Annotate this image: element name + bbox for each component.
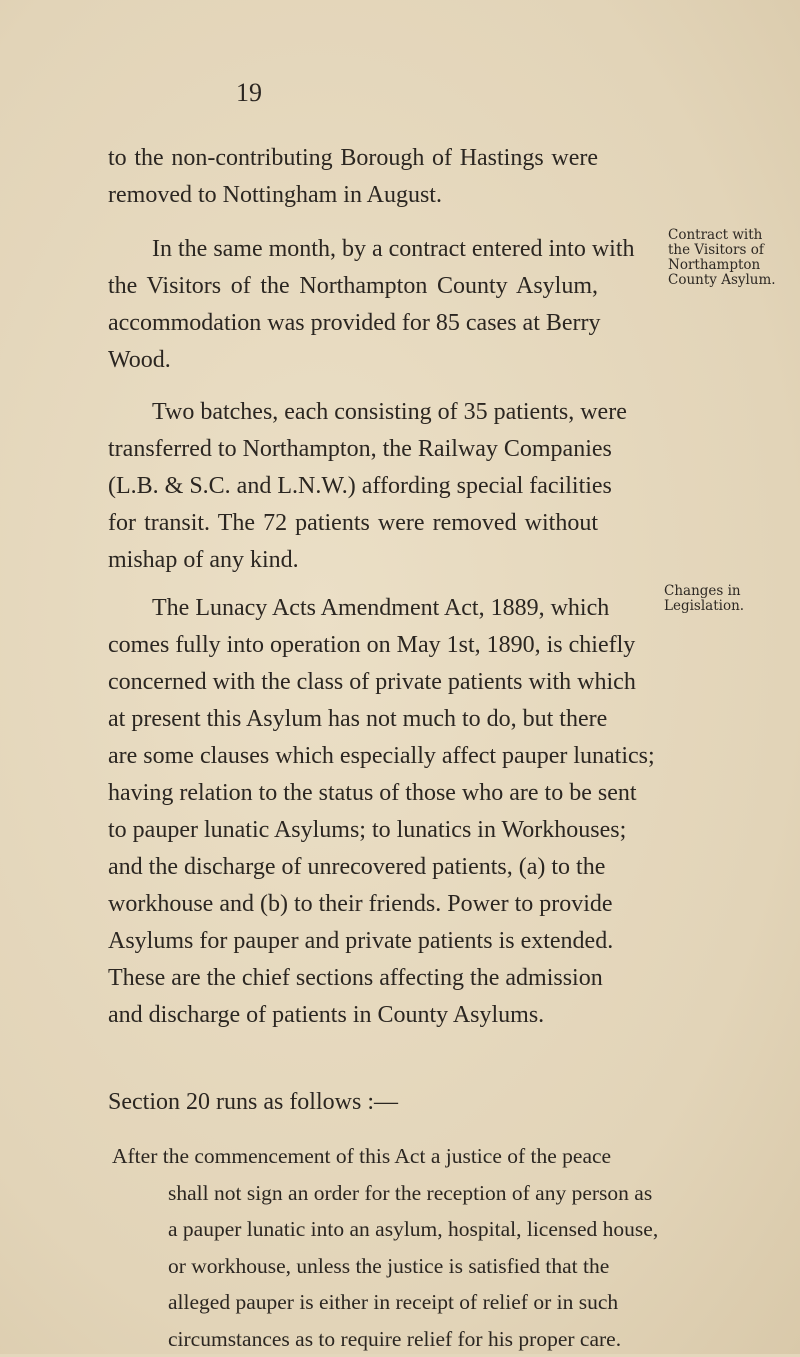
text-line: transferred to Northampton, the Railway Companies bbox=[108, 431, 598, 468]
text-line: at present this Asylum has not much to do, but there bbox=[108, 701, 598, 738]
text-line: having relation to the status of those who are to be sent bbox=[108, 775, 598, 812]
text-line: mishap of any kind. bbox=[108, 542, 598, 579]
text-line: These are the chief sections affecting the admission bbox=[108, 960, 598, 997]
text-line: workhouse and (b) to their friends. Power to provide bbox=[108, 886, 598, 923]
text-line: the Visitors of the Northampton County Asylum, bbox=[108, 268, 598, 305]
text-line: a pauper lunatic into an asylum, hospital, licensed house, bbox=[168, 1211, 598, 1248]
margin-note-line: County Asylum. bbox=[668, 273, 776, 288]
text-line: (L.B. & S.C. and L.N.W.) affording special facilities bbox=[108, 468, 598, 505]
text-line: for transit. The 72 patients were removed without bbox=[108, 505, 598, 542]
text-line: removed to Nottingham in August. bbox=[108, 177, 598, 214]
margin-note-line: Legislation. bbox=[664, 599, 744, 614]
margin-note-line: Northampton bbox=[668, 258, 776, 273]
text-line: Wood. bbox=[108, 342, 598, 379]
text-line: accommodation was provided for 85 cases at Berry bbox=[108, 305, 598, 342]
margin-note-legislation bbox=[664, 584, 744, 614]
text-line: to the non-contributing Borough of Hastings were bbox=[108, 140, 598, 177]
text-line: alleged pauper is either in receipt of relief or in such bbox=[168, 1284, 598, 1321]
text-line: and discharge of patients in County Asylums. bbox=[108, 997, 598, 1034]
margin-note-line: the Visitors of bbox=[668, 243, 776, 258]
margin-note-contract bbox=[668, 228, 776, 288]
text-line: and the discharge of unrecovered patients, (a) to the bbox=[108, 849, 598, 886]
text-line: shall not sign an order for the reception of any person as bbox=[168, 1175, 598, 1212]
text-line: The Lunacy Acts Amendment Act, 1889, which bbox=[108, 590, 598, 627]
text-line: circumstances as to require relief for his proper care. bbox=[168, 1321, 598, 1357]
paragraph-contract bbox=[108, 231, 598, 379]
text-line: to pauper lunatic Asylums; to lunatics in Workhouses; bbox=[108, 812, 598, 849]
text-line: concerned with the class of private patients with which bbox=[108, 664, 598, 701]
text-line: comes fully into operation on May 1st, 1890, is chiefly bbox=[108, 627, 598, 664]
margin-note-line: Changes in bbox=[664, 584, 744, 599]
paragraph-section-20 bbox=[108, 1084, 598, 1121]
text-line: or workhouse, unless the justice is satisfied that the bbox=[168, 1248, 598, 1285]
margin-note-line: Contract with bbox=[668, 228, 776, 243]
paragraph-hastings bbox=[108, 140, 598, 214]
text-line: Asylums for pauper and private patients is extended. bbox=[108, 923, 598, 960]
text-line: In the same month, by a contract entered into with bbox=[108, 231, 598, 268]
text-line: are some clauses which especially affect pauper lunatics; bbox=[108, 738, 598, 775]
quoted-section bbox=[168, 1138, 598, 1357]
text-line: Section 20 runs as follows :— bbox=[108, 1084, 598, 1121]
text-line: After the commencement of this Act a justice of the peace bbox=[112, 1138, 598, 1175]
text-line: Two batches, each consisting of 35 patients, were bbox=[108, 394, 598, 431]
paragraph-transfer bbox=[108, 394, 598, 579]
page-number: 19 bbox=[236, 78, 262, 108]
paragraph-lunacy-act bbox=[108, 590, 598, 1034]
